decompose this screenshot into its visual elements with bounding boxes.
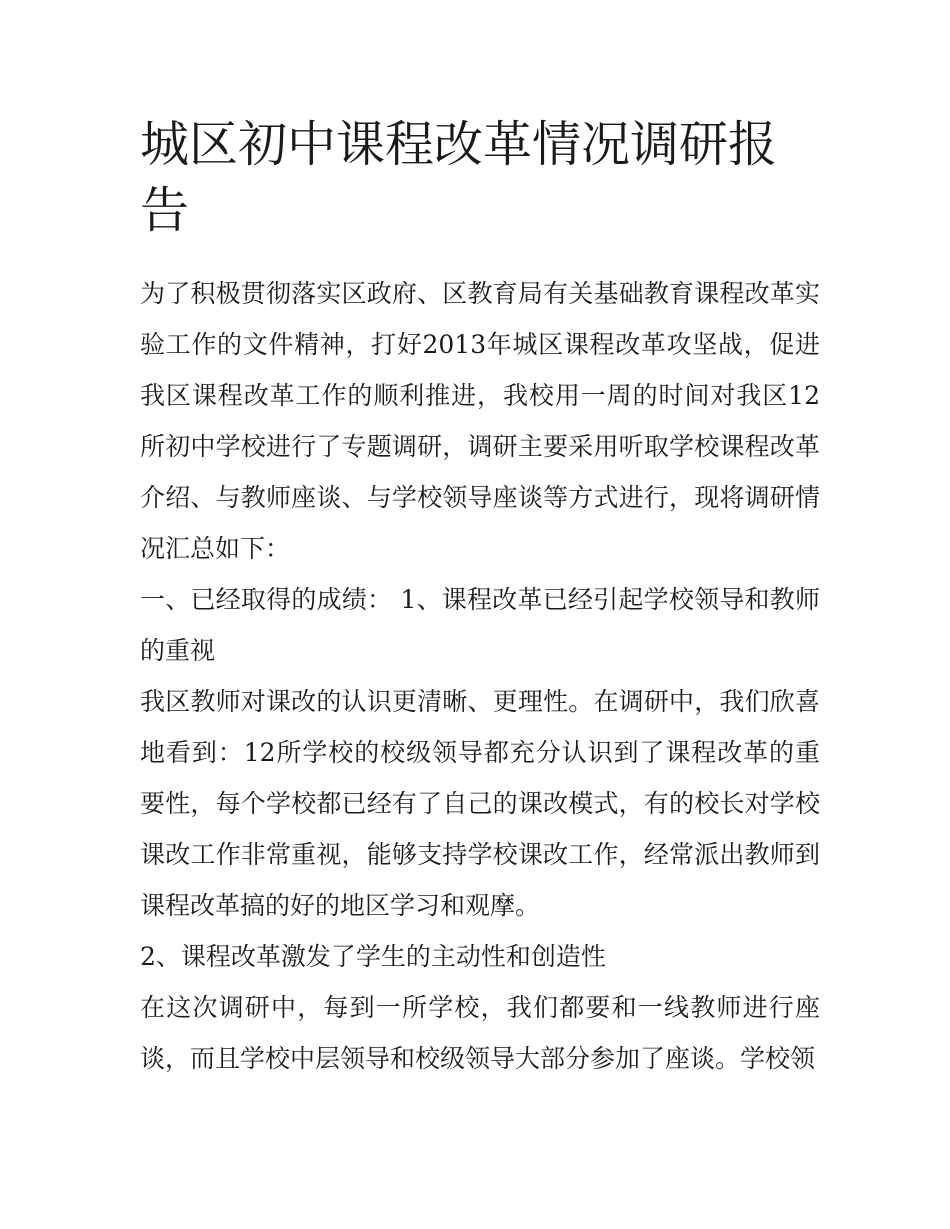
subheading-2: 2、课程改革激发了学生的主动性和创造性 (140, 942, 606, 971)
intro-paragraph: 为了积极贯彻落实区政府、区教育局有关基础教育课程改革实验工作的文件精神，打好2013年城区课程改革攻坚战，促进我区课程改革工作的顺利推进，我校用一周的时间对我区12所初中学校进行了专题调研，调研主要采用听取学校课程改革介绍、与教师座谈、与学校领导座谈等方式进行，现将调研情况汇总如下： (140, 279, 820, 563)
document-page (140, 112, 820, 1084)
document-title: 城区初中课程改革情况调研报告 (140, 116, 778, 239)
achievement-paragraph-2: 在这次调研中，每到一所学校，我们都要和一线教师进行座谈，而且学校中层领导和校级领导大部分参加了座谈。学校领 (140, 993, 820, 1073)
section-heading-achievements: 一、已经取得的成绩： 1、课程改革已经引起学校领导和教师的重视 (140, 585, 820, 665)
achievement-paragraph-1: 我区教师对课改的认识更清晰、更理性。在调研中，我们欣喜地看到：12所学校的校级领导都充分认识到了课程改革的重要性，每个学校都已经有了自己的课改模式，有的校长对学校课改工作非常重视，能够支持学校课改工作，经常派出教师到课程改革搞的好的地区学习和观摩。 (140, 687, 820, 920)
